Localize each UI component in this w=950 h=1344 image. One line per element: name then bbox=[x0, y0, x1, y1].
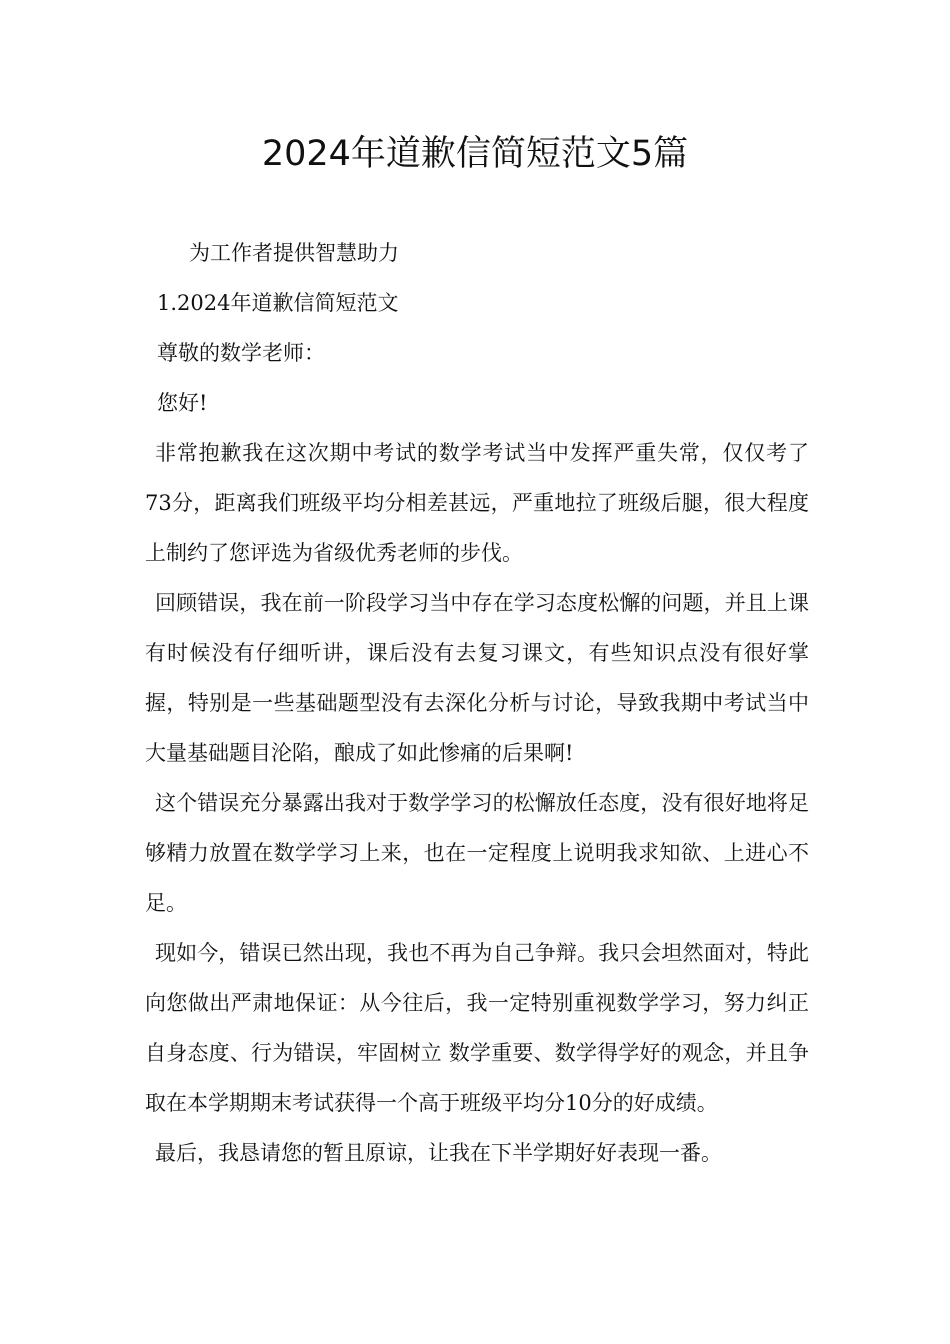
section-heading: 1.2024年道歉信简短范文 bbox=[157, 291, 399, 315]
document-title: 2024年道歉信简短范文5篇 bbox=[261, 134, 689, 174]
paragraph-reflection: 这个错误充分暴露出我对于数学学习的松懈放任态度，没有很好地将足够精力放置在数学学习上来，也在一定程度上说明我求知欲、上进心不足。 bbox=[145, 791, 809, 915]
document-body bbox=[145, 228, 809, 1178]
paragraph-promise: 现如今，错误已然出现，我也不再为自己争辩。我只会坦然面对，特此向您做出严肃地保证：从今往后，我一定特别重视数学学习，努力纠正自身态度、行为错误，牢固树立 数学重要、数学得学好的观念，并且争取在本学期期末考试获得一个高于班级平均分10分的好成绩。 bbox=[145, 941, 809, 1115]
salutation: 尊敬的数学老师： bbox=[157, 341, 325, 365]
slogan-line: 为工作者提供智慧助力 bbox=[189, 241, 399, 265]
paragraph-review: 回顾错误，我在前一阶段学习当中存在学习态度松懈的问题，并且上课有时候没有仔细听讲，课后没有去复习课文，有些知识点没有很好掌握，特别是一些基础题型没有去深化分析与讨论，导致我期中考试当中大量基础题目沦陷，酿成了如此惨痛的后果啊! bbox=[145, 591, 809, 765]
paragraph-closing: 最后，我恳请您的暂且原谅，让我在下半学期好好表现一番。 bbox=[155, 1141, 722, 1165]
greeting: 您好! bbox=[157, 391, 208, 415]
paragraph-apology: 非常抱歉我在这次期中考试的数学考试当中发挥严重失常，仅仅考了73分，距离我们班级平均分相差甚远，严重地拉了班级后腿，很大程度上制约了您评选为省级优秀老师的步伐。 bbox=[145, 441, 809, 565]
